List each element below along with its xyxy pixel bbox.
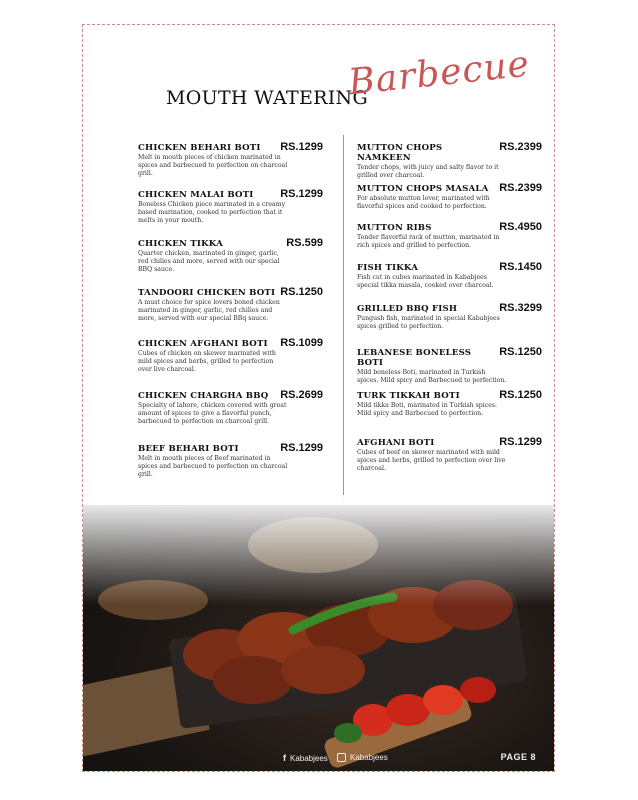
item-description: Specialty of lahore, chicken covered with great amount of spices to give a flavorful punch, barbecued to perfection on charcoal grill. [138, 402, 287, 425]
footer [83, 749, 555, 769]
menu-item [138, 442, 323, 478]
item-price: RS.2399 [499, 141, 542, 153]
item-description: For absolute mutton lover, marinated with flavorful spices and cooked to perfection. [357, 195, 490, 210]
item-description: Melt in mouth pieces of Beef marinated in spices and barbecued to perfection on charcoal grill. [138, 455, 288, 478]
item-price: RS.1250 [499, 346, 542, 358]
menu-item [357, 141, 542, 180]
item-name: BEEF BEHARI BOTI [138, 444, 239, 454]
item-description: Mild tikka Boti, marinated in Turkish spices. Mild spicy and Barbecued to perfection. [357, 402, 497, 417]
item-name: MUTTON CHOPS NAMKEEN [357, 143, 443, 163]
item-price: RS.1099 [280, 337, 323, 349]
menu-item [357, 182, 542, 211]
item-description: Cubes of chicken on skewer marinated with mild spices and herbs, grilled to perfection over live charcoal. [138, 350, 276, 373]
item-name: AFGHANI BOTI [357, 438, 435, 448]
column-divider [343, 135, 344, 517]
menu-item [357, 261, 542, 290]
item-description: Tender flavorful rack of mutton, marinated in rich spices and grilled to perfection. [357, 234, 500, 249]
item-name: CHICKEN MALAI BOTI [138, 190, 254, 200]
instagram-icon [337, 753, 346, 762]
item-name: GRILLED BBQ FISH [357, 304, 458, 314]
item-price: RS.1450 [499, 261, 542, 273]
photo-fade-overlay [83, 495, 555, 605]
item-price: RS.1250 [280, 286, 323, 298]
item-name: FISH TIKKA [357, 263, 419, 273]
menu-item [357, 389, 542, 418]
instagram-link[interactable] [337, 753, 388, 762]
item-price: RS.1250 [499, 389, 542, 401]
item-name: MUTTON RIBS [357, 223, 432, 233]
item-price: RS.599 [286, 237, 323, 249]
item-name: MUTTON CHOPS MASALA [357, 184, 489, 194]
menu-page [82, 24, 555, 772]
item-description: Cubes of beef on skewer marinated with mild spices and herbs, grilled to perfection over live charcoal. [357, 449, 506, 472]
menu-item [138, 389, 323, 425]
menu-item [357, 346, 542, 385]
item-description: Melt in mouth pieces of chicken marinated in spices and barbecued to perfection on charcoal grill. [138, 154, 288, 177]
item-price: RS.4950 [499, 221, 542, 233]
item-price: RS.1299 [280, 442, 323, 454]
page-title: MOUTH WATERING [166, 87, 368, 109]
item-name: CHICKEN TIKKA [138, 239, 223, 249]
facebook-icon: f [283, 753, 286, 763]
item-name: TURK TIKKAH BOTI [357, 391, 460, 401]
facebook-handle: Kababjees [290, 753, 328, 763]
item-description: Boneless Chicken piece marinated in a creamy based marination, cooked to perfection that it melts in your mouth. [138, 201, 286, 224]
item-description: Tender chops, with juicy and salty flavor to it grilled over charcoal. [357, 164, 499, 179]
item-description: Mild boneless Boti, marinated in Turkish spices. Mild spicy and Barbecued to perfection. [357, 369, 507, 384]
menu-item [138, 337, 323, 373]
menu-item [138, 286, 323, 322]
item-price: RS.2699 [280, 389, 323, 401]
script-title: Barbecue [346, 43, 532, 104]
item-name: LEBANESE BONELESS BOTI [357, 348, 472, 368]
instagram-handle: Kababjees [350, 753, 388, 762]
item-price: RS.3299 [499, 302, 542, 314]
menu-item [138, 237, 323, 273]
item-description: Pungush fish, marinated in special Kababjees spices grilled to perfection. [357, 315, 500, 330]
item-description: A must choice for spice lovers boned chicken marinated in ginger, garlic, red chilies and more, served with our special BBq sauce. [138, 299, 280, 322]
menu-item [357, 436, 542, 472]
page-number: PAGE 8 [500, 752, 536, 762]
menu-item [138, 141, 323, 177]
item-name: CHICKEN CHARGHA BBQ [138, 391, 269, 401]
item-price: RS.2399 [499, 182, 542, 194]
item-name: CHICKEN BEHARI BOTI [138, 143, 261, 153]
item-name: TANDOORI CHICKEN BOTI [138, 288, 276, 298]
menu-item [357, 221, 542, 250]
menu-item [357, 302, 542, 331]
facebook-link[interactable] [283, 753, 328, 763]
item-description: Fish cut in cubes marinated in Kababjees special tikka masala, cooked over charcoal. [357, 274, 494, 289]
item-description: Quarter chicken, marinated in ginger, garlic, red chilies and more, served with our special BBQ sauce. [138, 250, 280, 273]
item-name: CHICKEN AFGHANI BOTI [138, 339, 268, 349]
item-price: RS.1299 [280, 141, 323, 153]
item-price: RS.1299 [499, 436, 542, 448]
menu-item [138, 188, 323, 224]
item-price: RS.1299 [280, 188, 323, 200]
